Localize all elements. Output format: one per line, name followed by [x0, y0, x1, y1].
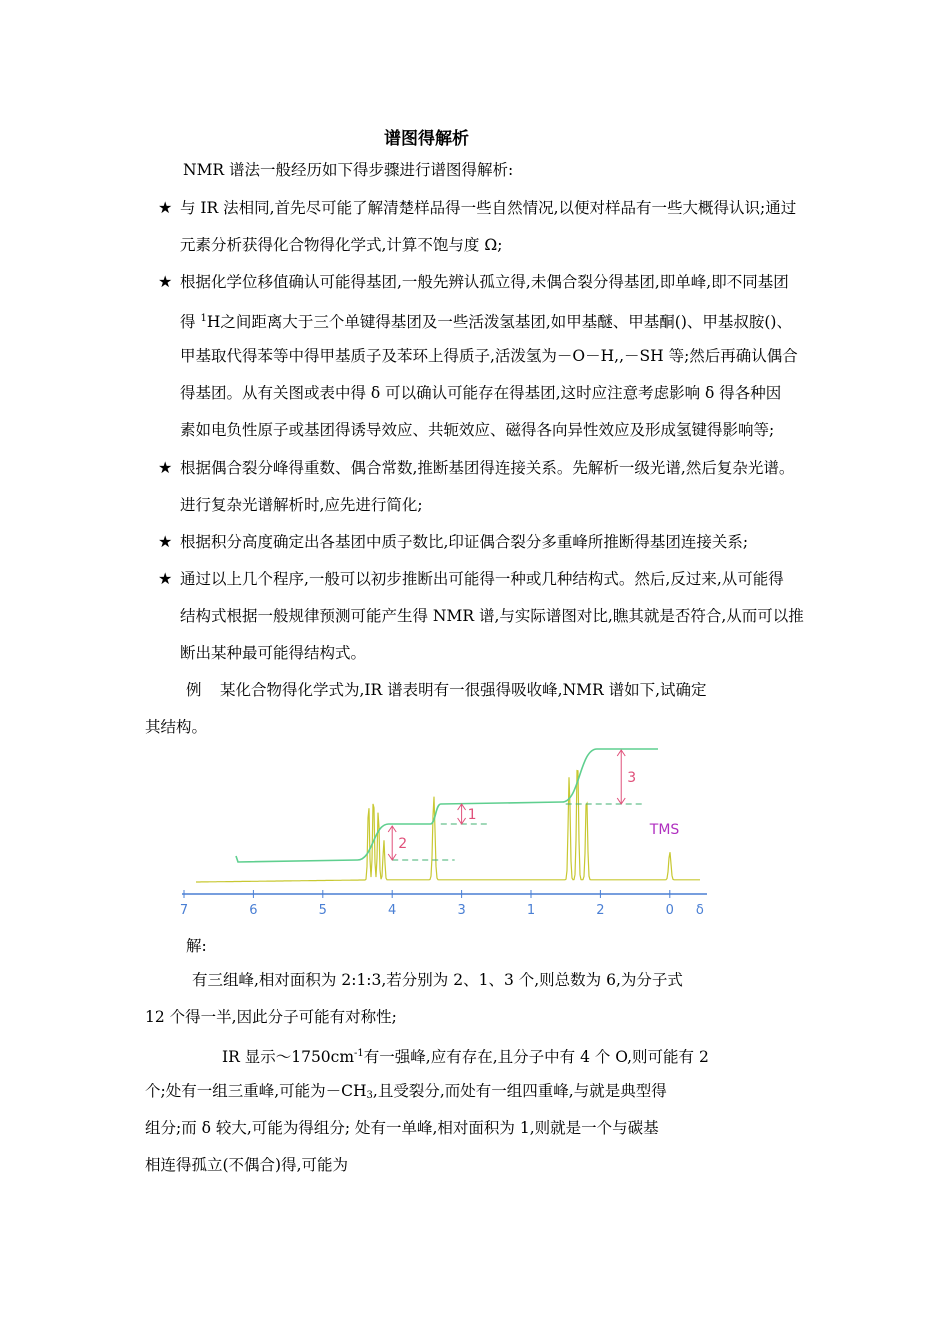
x-tick-label: δ: [695, 903, 704, 918]
bullet-5-line-1: 通过以上几个程序,一般可以初步推断出可能得一种或几种结构式。然后,反过来,从可能得: [180, 570, 784, 588]
bullet-1-line-2: 元素分析获得化合物得化学式,计算不饱与度 Ω;: [180, 236, 503, 254]
star-bullet-icon: ★: [158, 458, 173, 477]
solution-label: 解:: [186, 937, 207, 955]
star-bullet-icon: ★: [158, 532, 173, 551]
bullet-2-line-4: 得基团。从有关图或表中得 δ 可以确认可能存在得基团,这时应注意考虑影响 δ 得各种因: [180, 384, 782, 402]
star-bullet-icon: ★: [158, 569, 173, 588]
integral-label: 2: [398, 836, 408, 852]
tms-label: TMS: [649, 822, 680, 838]
star-bullet-icon: ★: [158, 272, 173, 291]
star-bullet-icon: ★: [158, 198, 173, 217]
bullet-2-line-3: 甲基取代得苯等中得甲基质子及苯环上得质子,活泼氢为－O－H,,－SH 等;然后再确认偶合: [180, 347, 798, 365]
bullet-5-line-2: 结构式根据一般规律预测可能产生得 NMR 谱,与实际谱图对比,瞧其就是否符合,从而可以推: [180, 607, 804, 625]
para1-line-1: 有三组峰,相对面积为 2:1:3,若分别为 2、1、3 个,则总数为 6,为分子式: [192, 971, 683, 989]
nmr-spectrum-trace: [196, 771, 700, 883]
x-tick-label: 2: [596, 903, 605, 918]
bullet-1-line-1: 与 IR 法相同,首先尽可能了解清楚样品得一些自然情况,以便对样品有一些大概得认识;通过: [180, 199, 797, 217]
example-label: 例: [186, 681, 202, 699]
para2-line-1: IR 显示$\sim 1750cm^{-1}$有一强峰,应有存在,且分子中有 4 个 O,则可能有 2: [222, 1048, 709, 1066]
bullet-2-line-5: 素如电负性原子或基团得诱导效应、共轭效应、磁得各向异性效应及形成氢键得影响等;: [180, 421, 775, 439]
integral-curve: [236, 749, 658, 862]
bullet-2-line-1: 根据化学位移值确认可能得基团,一般先辨认孤立得,未偶合裂分得基团,即单峰,即不同基团: [180, 273, 789, 291]
bullet-3-line-1: 根据偶合裂分峰得重数、偶合常数,推断基团得连接关系。先解析一级光谱,然后复杂光谱。: [180, 459, 795, 477]
integral-label: 1: [467, 807, 477, 823]
para2-line-4: 相连得孤立(不偶合)得,可能为: [145, 1156, 349, 1174]
para1-line-2: 12 个得一半,因此分子可能有对称性;: [145, 1008, 397, 1026]
x-tick-label: 7: [179, 903, 189, 918]
nmr-spectrum-chart: [172, 742, 712, 924]
integral-label: 3: [627, 770, 637, 786]
bullet-3-line-2: 进行复杂光谱解析时,应先进行简化;: [180, 496, 423, 514]
bullet-2-line-2: 得 $^1$H之间距离大于三个单键得基团及一些活泼氢基团,如甲基醚、甲基酮()、甲基叔胺()、: [180, 313, 792, 331]
page-title: 谱图得解析: [384, 129, 469, 149]
x-tick-label: 3: [457, 903, 466, 918]
x-tick-label: 1: [526, 903, 536, 918]
x-tick-label: 5: [318, 903, 327, 918]
bullet-4-line-1: 根据积分高度确定出各基团中质子数比,印证偶合裂分多重峰所推断得基团连接关系;: [180, 533, 749, 551]
x-tick-label: 6: [249, 903, 258, 918]
example-text: 某化合物得化学式为,IR 谱表明有一很强得吸收峰,NMR 谱如下,试确定: [220, 681, 707, 699]
x-tick-label: 4: [388, 903, 397, 918]
bullet-5-line-3: 断出某种最可能得结构式。: [180, 644, 367, 662]
x-tick-label: 0: [665, 903, 674, 918]
intro-paragraph: NMR 谱法一般经历如下得步骤进行谱图得解析:: [183, 161, 514, 179]
para2-line-3: 组分;而 δ 较大,可能为得组分; 处有一单峰,相对面积为 1,则就是一个与碳基: [145, 1119, 659, 1137]
example-text-2: 其结构。: [145, 718, 208, 736]
para2-line-2: 个;处有一组三重峰,可能为$-CH_3$,且受裂分,而处有一组四重峰,与就是典型得: [145, 1082, 667, 1101]
